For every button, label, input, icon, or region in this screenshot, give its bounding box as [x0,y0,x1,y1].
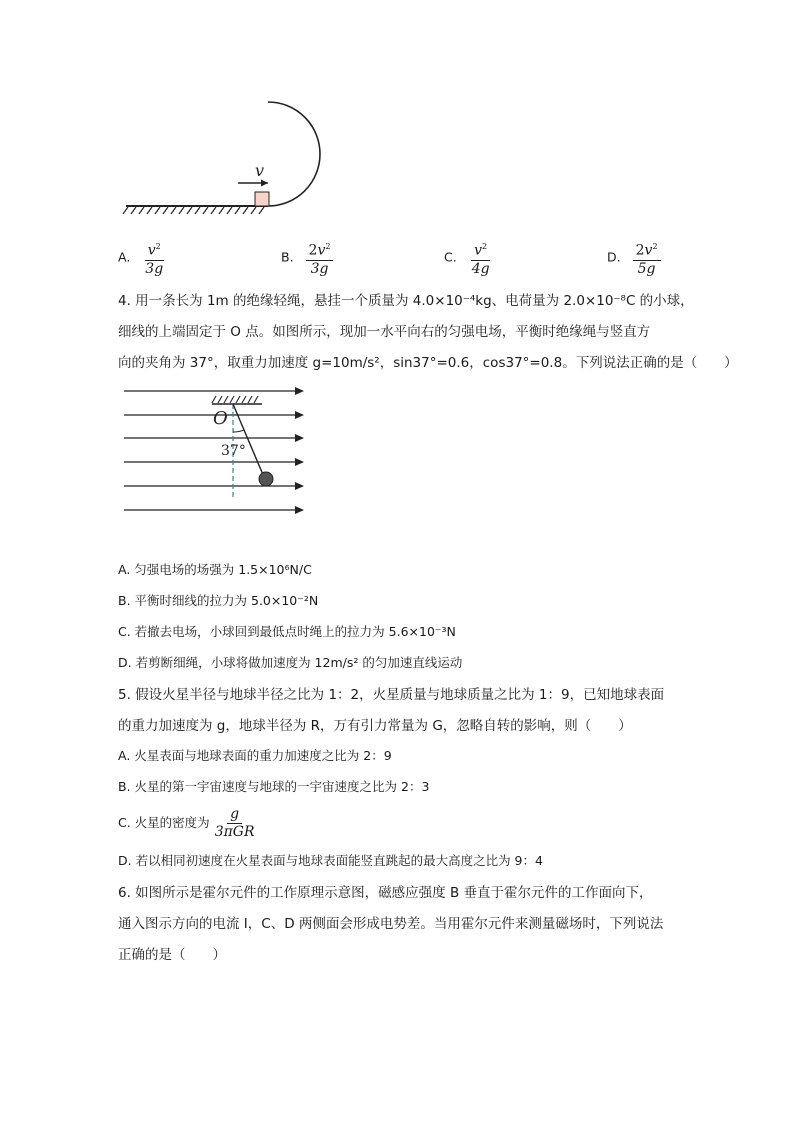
q3-option-d[interactable]: D. $\frac{2v^2}{5g}$ [607,238,661,278]
q5-stem-line-1: 5. 假设火星半径与地球半径之比为 1：2，火星质量与地球质量之比为 1：9，已知地球表面 [118,687,665,703]
q3-option-a[interactable]: A. $\frac{v^2}{3g}$ [118,238,166,278]
block [255,192,269,206]
q5-option-c[interactable]: C. 火星的密度为 $\frac{g}{\text{3πGR}}$ [118,806,255,840]
q4-option-d[interactable]: D. 若剪断细绳，小球将做加速度为 12m/s² 的匀加速直线运动 [118,655,463,670]
q4-option-c[interactable]: C. 若撤去电场，小球回到最低点时绳上的拉力为 5.6×10⁻³N [118,624,456,639]
q5-option-b[interactable]: B. 火星的第一宇宙速度与地球的一宇宙速度之比为 2：3 [118,779,430,794]
q6-stem-line-3: 正确的是（ ） [118,947,226,963]
velocity-label: v [255,161,265,180]
q6-stem-line-1: 6. 如图所示是霍尔元件的工作原理示意图，磁感应强度 B 垂直于霍尔元件的工作面向下， [118,885,653,901]
q4-stem-line-1: 4. 用一条长为 1m 的绝缘轻绳，悬挂一个质量为 4.0×10⁻⁴kg、电荷量为 2.0×10⁻⁸C 的小球， [118,293,694,309]
q4-stem-line-2: 细线的上端固定于 O 点。如图所示，现加一水平向右的匀强电场，平衡时绝缘绳与竖直方 [118,324,651,340]
q3-figure [118,95,338,220]
q6-stem-line-2: 通入图示方向的电流 I，C、D 两侧面会形成电势差。当用霍尔元件来测量磁场时，下列说法 [118,916,664,932]
q4-option-b[interactable]: B. 平衡时细线的拉力为 5.0×10⁻²N [118,593,319,608]
q4-figure [118,380,313,525]
q3-option-b[interactable]: B. $\frac{2v^2}{3g}$ [281,238,333,278]
q4-option-a[interactable]: A. 匀强电场的场强为 1.5×10⁶N/C [118,562,312,577]
q4-stem-line-3: 向的夹角为 37°，取重力加速度 g=10m/s²，sin37°=0.6，cos37°=0.8。下列说法正确的是（ ） [118,355,738,371]
point-o-label: O [213,408,228,429]
q5-option-d[interactable]: D. 若以相同初速度在火星表面与地球表面能竖直跳起的最大高度之比为 9：4 [118,853,543,868]
charged-ball [259,472,273,486]
angle-label: 37° [221,443,246,459]
q5-stem-line-2: 的重力加速度为 g，地球半径为 R，万有引力常量为 G，忽略自转的影响，则（ ） [118,718,632,734]
q3-option-c[interactable]: C. $\frac{v^2}{4g}$ [444,238,493,278]
q5-option-a[interactable]: A. 火星表面与地球表面的重力加速度之比为 2：9 [118,748,392,763]
